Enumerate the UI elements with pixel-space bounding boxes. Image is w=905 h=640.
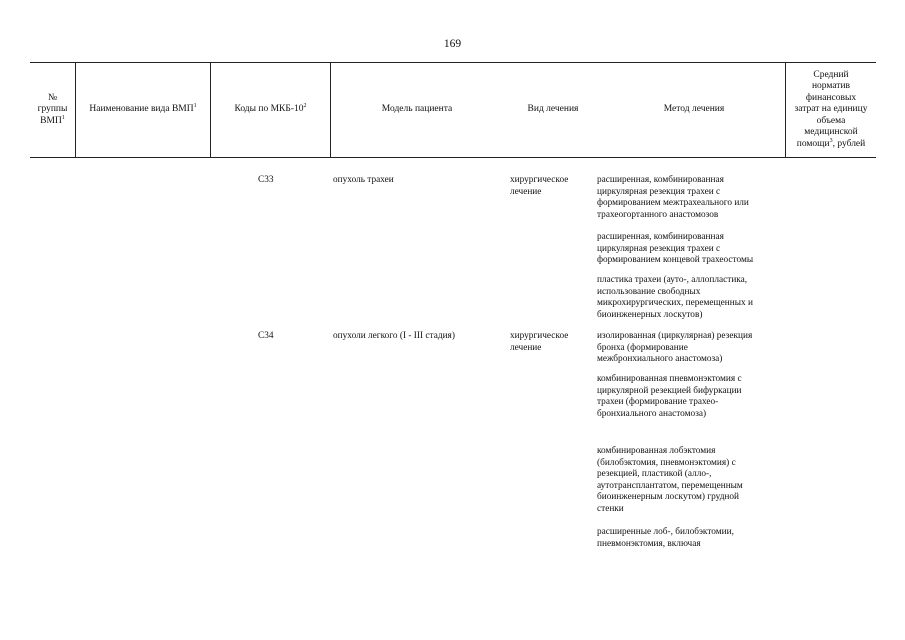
footnote-marker: 1 [61, 114, 65, 121]
treatment-method [597, 275, 787, 321]
header-name-text: Наименование вида ВМП [89, 104, 194, 115]
header-cost [786, 63, 876, 157]
method-line: резекцией, пластикой (алло-, [597, 469, 712, 480]
method-line: комбинированная пневмонэктомия с [597, 374, 742, 384]
header-group-no-line1: № [47, 92, 58, 103]
method-line: формированием концевой трахеостомы [597, 255, 754, 266]
treatment-method [597, 175, 787, 221]
method-line: стенки [597, 503, 624, 514]
method-line: трахеи (формирование трахео- [597, 397, 719, 408]
method-line: изолированная (циркулярная) резекция [597, 331, 753, 341]
method-line: пластика трахеи (ауто-, аллопластика, [597, 275, 748, 285]
method-line: расширенная, комбинированная [597, 232, 724, 242]
header-cost-line: медицинской [804, 127, 858, 138]
treatment-type-line: хирургическое [510, 331, 569, 341]
footnote-marker: 3 [829, 137, 833, 144]
header-cost-line: норматив [811, 81, 851, 92]
method-line: циркулярная резекция трахеи с [597, 243, 721, 254]
header-name [76, 63, 210, 157]
table-header [30, 62, 876, 158]
header-cost-line: помощи [796, 138, 830, 149]
treatment-method [597, 331, 787, 366]
footnote-marker: 1 [193, 103, 197, 110]
method-line: аутотрансплантатом, перемещенным [597, 480, 743, 491]
treatment-method [597, 232, 787, 267]
treatment-type-line: хирургическое [510, 175, 569, 185]
treatment-type-line: лечение [510, 342, 542, 353]
header-cost-line: Средний [813, 69, 849, 80]
treatment-method [597, 446, 787, 516]
header-group-no-line2: группы [37, 104, 68, 115]
patient-model: опухоли легкого (I - III стадия) [333, 331, 455, 341]
treatment-type [510, 331, 568, 354]
method-line: биоинженерным лоскутом) грудной [597, 492, 740, 503]
method-line: комбинированная лобэктомия [597, 446, 716, 456]
icd-code: C33 [258, 175, 274, 185]
patient-model: опухоль трахеи [333, 175, 394, 185]
method-line: расширенные лоб-, билобэктомии, [597, 527, 734, 537]
header-cost-line: объема [816, 115, 846, 126]
method-line: циркулярная резекция трахеи с [597, 186, 721, 197]
header-cost-line: , рублей [832, 138, 866, 149]
treatment-type-line: лечение [510, 186, 542, 197]
method-line: межбронхиального анастомоза) [597, 354, 723, 365]
method-line: микрохирургических, перемещенных и [597, 298, 753, 309]
method-line: трахеогортанного анастомозов [597, 209, 719, 220]
method-line: расширенная, комбинированная [597, 175, 724, 185]
page-number: 169 [443, 38, 462, 50]
header-cost-line: затрат на единицу [794, 104, 868, 115]
header-group-no-line3: ВМП [40, 115, 62, 126]
method-line: пневмонэктомия, включая [597, 538, 701, 549]
header-treatment-type: Вид лечения [527, 104, 579, 115]
treatment-method [597, 374, 787, 420]
method-line: биоинженерных лоскутов) [597, 309, 703, 320]
header-model: Модель пациента [381, 104, 453, 115]
header-cost-line: финансовых [805, 92, 857, 103]
method-line: (билобэктомия, пневмонэктомия) с [597, 457, 736, 468]
treatment-method [597, 527, 787, 550]
method-line: использование свободных [597, 286, 701, 297]
footnote-marker: 2 [303, 103, 307, 110]
header-codes-text: Коды по МКБ-10 [234, 104, 304, 115]
header-codes [211, 63, 330, 157]
method-line: бронхиального анастомоза) [597, 408, 707, 419]
method-line: циркулярной резекцией бифуркации [597, 385, 742, 396]
header-group-no [30, 63, 75, 157]
treatment-type [510, 175, 568, 198]
method-line: бронха (формирование [597, 342, 688, 353]
icd-code: C34 [258, 331, 274, 341]
header-method: Метод лечения [663, 104, 725, 115]
method-line: формированием межтрахеального или [597, 198, 749, 209]
